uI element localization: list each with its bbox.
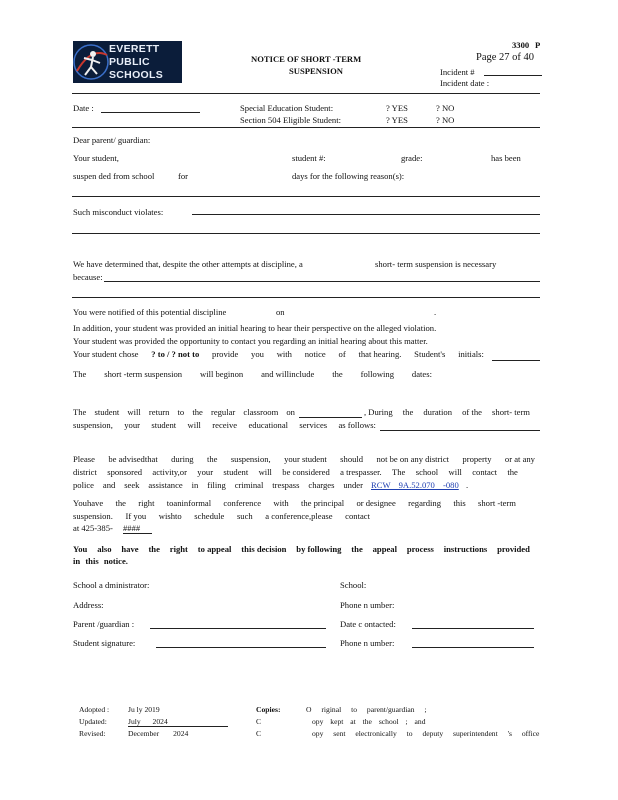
date-contacted-line[interactable] [412, 628, 534, 629]
logo-figure-icon [73, 41, 113, 83]
your-student-label: Your student, [73, 153, 119, 163]
notified-text: You were notified of this potential discipline [73, 307, 227, 317]
phone-label: Phone n umber: [340, 600, 395, 610]
schedule-row: suspension. If you wishto schedule such a conference,please contact [73, 511, 370, 521]
s504-no-option[interactable]: ? NO [436, 115, 455, 125]
copy-kept: opy kept at the school ; and [312, 717, 426, 726]
s504-yes-option[interactable]: ? YES [386, 115, 408, 125]
salutation: Dear parent/ guardian: [73, 135, 151, 145]
logo-text-line3: SCHOOLS [109, 69, 164, 81]
copy-sent: opy sent electronically to deputy superintendent 's office [312, 729, 540, 738]
student-number-label: student #: [292, 153, 326, 163]
address-label: Address: [73, 600, 104, 610]
incident-date-label: Incident date : [440, 78, 490, 88]
violates-line-1[interactable] [192, 214, 540, 215]
notified-period: . [434, 307, 437, 317]
logo-text-line1: EVERETT [109, 43, 160, 55]
phone-line-2[interactable] [412, 647, 534, 648]
initials-line[interactable] [492, 360, 540, 361]
updated-value: July 2024 [128, 717, 168, 726]
violates-label: Such misconduct violates: [73, 207, 164, 217]
begin-row: The short -term suspension will beginon and willinclude the following dates: [73, 369, 432, 379]
date-label: Date : [73, 103, 94, 113]
because-line-1[interactable] [104, 281, 540, 282]
section-rule [72, 127, 540, 128]
copy-sent-c: C [256, 729, 262, 738]
return-date-line[interactable] [299, 417, 362, 418]
policy-number: 3300 [512, 40, 530, 50]
sped-label: Special Education Student: [240, 103, 334, 113]
days-reason-text: days for the following reason(s): [292, 171, 405, 181]
logo-text-line2: PUBLIC [109, 56, 150, 68]
phone-prefix: at 425-385- [73, 523, 113, 533]
violates-line-2[interactable] [72, 233, 540, 234]
updated-label: Updated: [79, 717, 107, 726]
adopted-label: Adopted : [79, 705, 110, 714]
title-line2: SUSPENSION [289, 66, 343, 76]
return-row: The student will return to the regular classroom on [73, 407, 295, 417]
hearing-text-2: Your student was provided the opportunity to contact you regarding an initial hearing about this matter. [73, 336, 428, 346]
admin-label: School a dministrator: [73, 580, 150, 590]
phone-label-2: Phone n umber: [340, 638, 395, 648]
date-line[interactable] [101, 112, 200, 113]
copies-label: Copies: [256, 705, 281, 714]
contact-phone-value: #### [123, 524, 152, 534]
hearing-text-1: In addition, your student was provided an initial hearing to hear their perspective on the alleged violation. [73, 323, 437, 333]
because-label: because: [73, 272, 103, 282]
suspended-text: suspen ded from school [73, 171, 155, 181]
to-not-to-option[interactable]: ? to / ? not to [151, 349, 200, 359]
notified-on-text: on [276, 307, 285, 317]
revised-value: December 2024 [128, 729, 189, 738]
revised-label: Revised: [79, 729, 106, 738]
policy-letter: P [535, 40, 541, 50]
services-line[interactable] [380, 430, 540, 431]
copy-kept-c: C [256, 717, 262, 726]
s504-label: Section 504 Eligible Student: [240, 115, 341, 125]
services-row: suspension, your student will receive educational services as follows: [73, 420, 376, 430]
appeal-tail: in this notice. [73, 556, 128, 566]
reason-line[interactable] [72, 196, 540, 197]
has-been-text: has been [491, 153, 521, 163]
updated-underline [128, 726, 228, 727]
grade-label: grade: [401, 153, 423, 163]
title-line1: NOTICE OF SHORT -TERM [251, 54, 362, 64]
school-label: School: [340, 580, 367, 590]
determined-text-b: short- term suspension is necessary [375, 259, 497, 269]
student-signature-line[interactable] [156, 647, 326, 648]
sped-no-option[interactable]: ? NO [436, 103, 455, 113]
incident-number-label: Incident # [440, 67, 475, 77]
parent-label: Parent /guardian : [73, 619, 135, 629]
page-number: Page 27 of 40 [476, 52, 535, 63]
copy-original: O riginal to parent/guardian ; [306, 705, 427, 714]
header-rule [72, 93, 540, 94]
adopted-value: Ju ly 2019 [128, 705, 160, 714]
rcw-link[interactable]: RCW 9A.52.070 -080 [371, 480, 459, 490]
sped-yes-option[interactable]: ? YES [386, 103, 408, 113]
for-text: for [178, 171, 189, 181]
police-row: police and seek assistance in filing criminal trespass charges under [73, 480, 363, 490]
determined-text-a: We have determined that, despite the other attempts at discipline, a [73, 259, 303, 269]
student-signature-label: Student signature: [73, 638, 136, 648]
informal-row: Youhave the right toaninformal conference with the principal or designee regarding this short -term [73, 498, 516, 508]
trespasser-row: district sponsored activity,or your student will be considered a trespasser. The school will contact the [73, 467, 518, 477]
appeal-row: You also have the right to appeal this decision by following the appeal process instructions provided [73, 544, 530, 554]
chose-row: Your student chose ? to / ? not to provide you with notice of that hearing. Student's initials: [73, 349, 484, 359]
advised-row: Please be advisedthat during the suspension, your student should not be on any district property or at any [73, 454, 535, 464]
incident-number-line[interactable] [484, 75, 542, 76]
rcw-period: . [466, 480, 469, 490]
date-contacted-label: Date c ontacted: [340, 619, 396, 629]
during-row: , During the duration of the short- term [364, 407, 530, 417]
district-logo [73, 41, 182, 83]
because-line-2[interactable] [72, 297, 540, 298]
parent-line[interactable] [150, 628, 326, 629]
